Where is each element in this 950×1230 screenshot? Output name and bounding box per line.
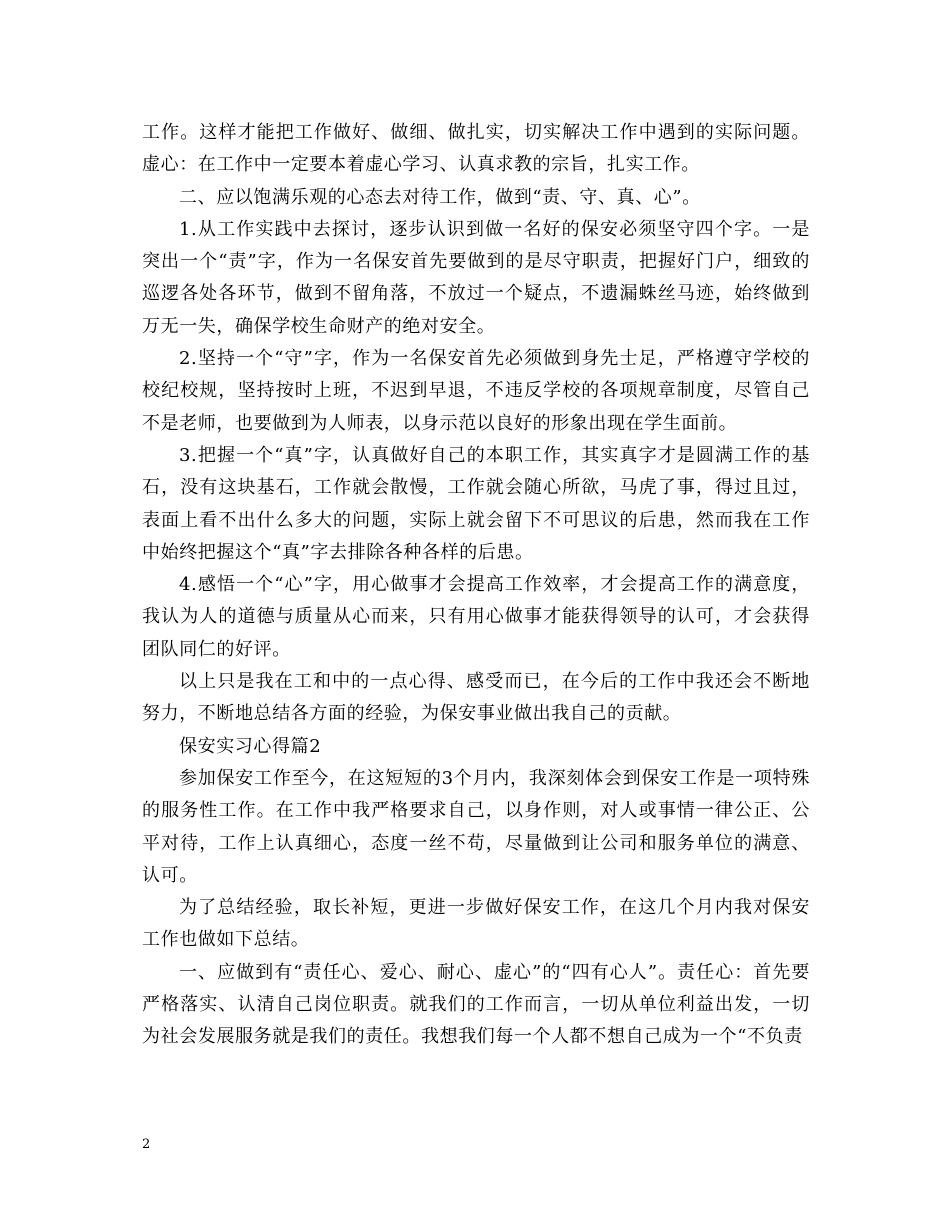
paragraph-point-3: 3.把握一个“真”字，认真做好自己的本职工作，其实真字才是圆满工作的基石，没有这块基石，工作就会散慢，工作就会随心所欲，马虎了事，得过且过，表面上看不出什么多大的问题，实际上就会留下不可思议的后患，然而我在工作中始终把握这个“真”字去排除各种各样的后患。	[142, 444, 810, 563]
paragraph-conclusion: 以上只是我在工和中的一点心得、感受而已，在今后的工作中我还会不断地努力，不断地总结各方面的经验，为保安事业做出我自己的贡献。	[142, 671, 810, 725]
paragraph-point-1: 1.从工作实践中去探讨，逐步认识到做一名好的保安必须坚守四个字。一是突出一个“责”字，作为一名保安首先要做到的是尽守职责，把握好门户，细致的巡逻各处各环节，做到不留角落，不放过一个疑点，不遗漏蛛丝马迹，始终做到万无一失，确保学校生命财产的绝对安全。	[142, 218, 810, 337]
article-2-title: 保安实习心得篇2	[179, 735, 322, 757]
page-number: 2	[142, 1137, 151, 1152]
paragraph-section-two-heading: 二、应以饱满乐观的心态去对待工作，做到“责、守、真、心”。	[179, 186, 701, 208]
paragraph-article-2-intro: 参加保安工作至今，在这短短的3个月内，我深刻体会到保安工作是一项特殊的服务性工作。在工作中我严格要求自己，以身作则，对人或事情一律公正、公平对待，工作上认真细心，态度一丝不苟，尽量做到让公司和服务单位的满意、认可。	[142, 767, 810, 886]
paragraph-point-2: 2.坚持一个“守”字，作为一名保安首先必须做到身先士足，严格遵守学校的校纪校规，坚持按时上班，不迟到早退，不违反学校的各项规章制度，尽管自己不是老师，也要做到为人师表，以身示范以良好的形象出现在学生面前。	[142, 348, 810, 434]
paragraph-article-2-summary: 为了总结经验，取长补短，更进一步做好保安工作，在这几个月内我对保安工作也做如下总结。	[142, 897, 810, 951]
paragraph-article-2-section-one: 一、应做到有“责任心、爱心、耐心、虚心”的“四有心人”。责任心：首先要严格落实、认清自己岗位职责。就我们的工作而言，一切从单位利益出发，一切为社会发展服务就是我们的责任。我想我们每一个人都不想自己成为一个“不负责	[142, 961, 810, 1048]
paragraph-point-4: 4.感悟一个“心”字，用心做事才会提高工作效率，才会提高工作的满意度，我认为人的道德与质量从心而来，只有用心做事才能获得领导的认可，才会获得团队同仁的好评。	[142, 574, 810, 660]
paragraph-continuation: 工作。这样才能把工作做好、做细、做扎实，切实解决工作中遇到的实际问题。虚心：在工作中一定要本着虚心学习、认真求教的宗旨，扎实工作。	[142, 122, 810, 176]
document-body	[142, 117, 810, 1054]
